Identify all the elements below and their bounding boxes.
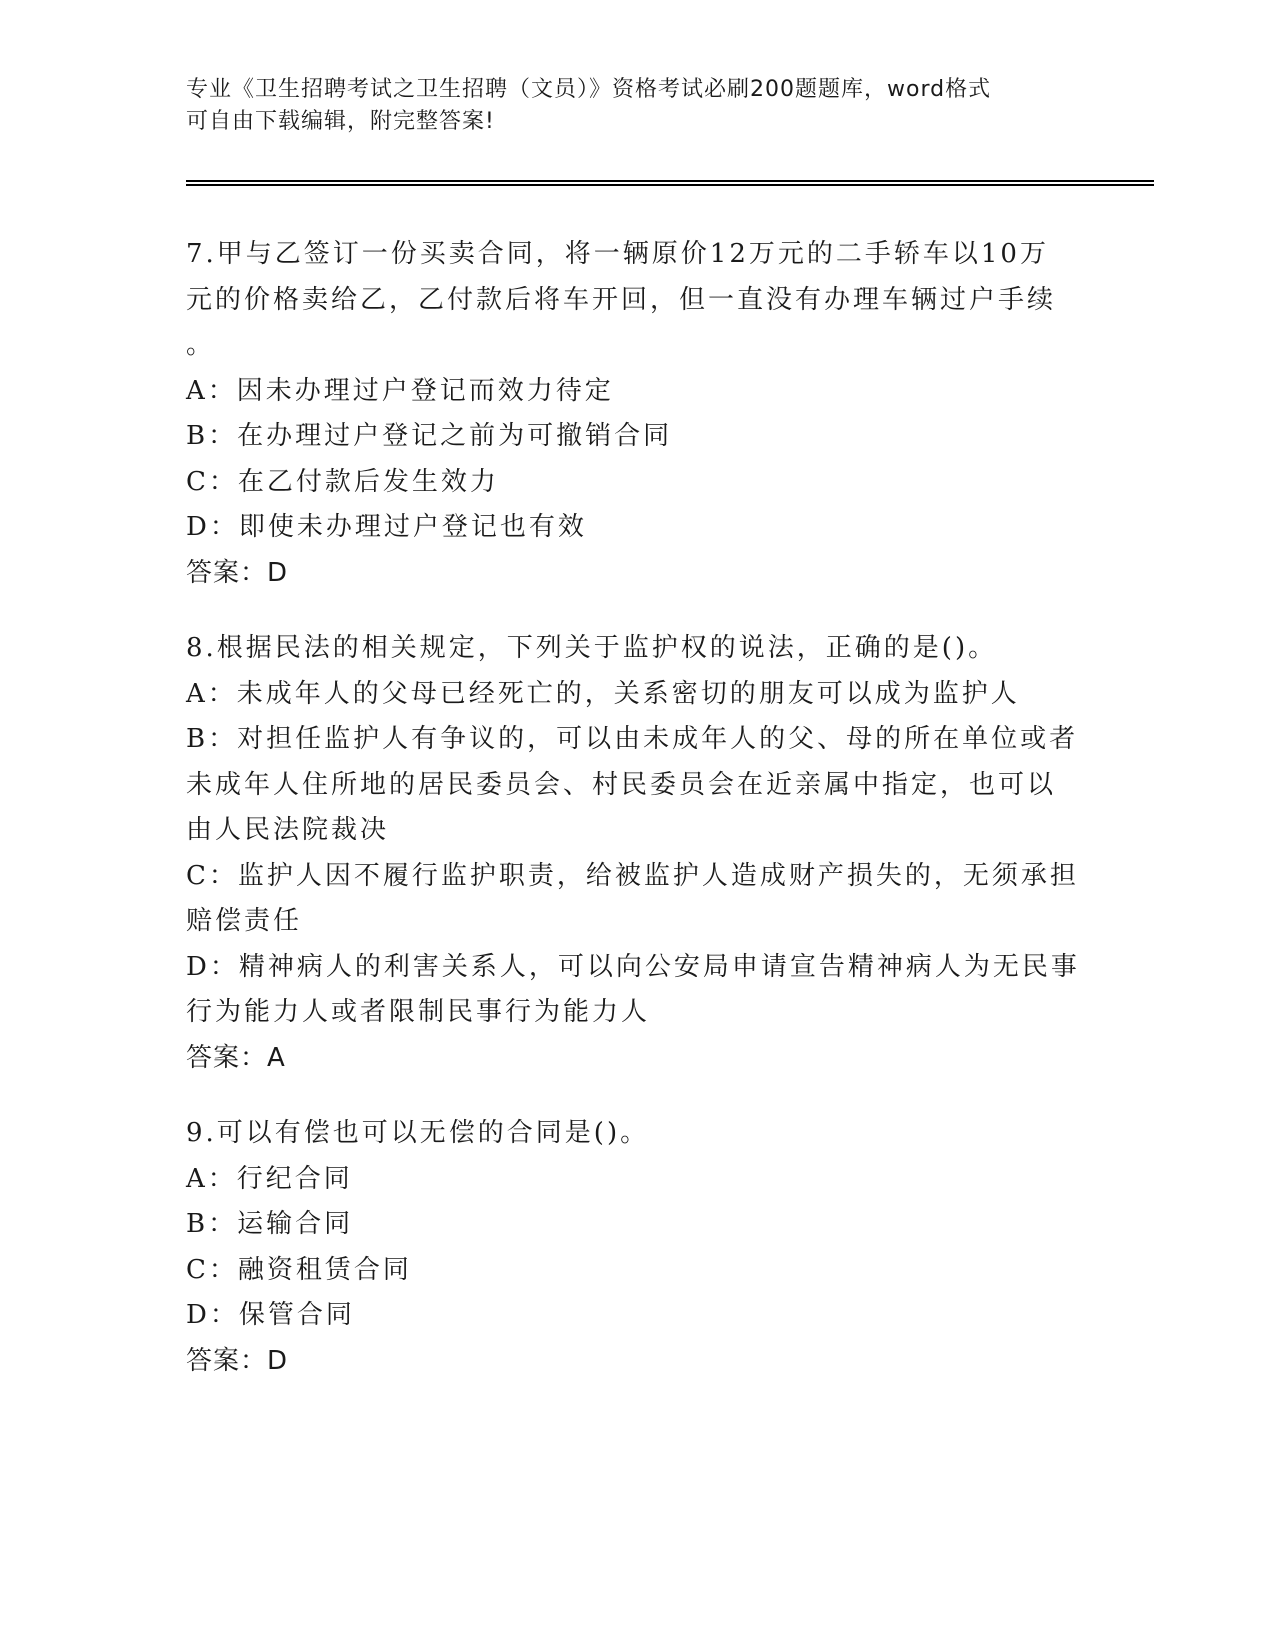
question-9 bbox=[186, 1111, 1086, 1384]
question-list bbox=[186, 232, 1086, 1384]
header-divider-bottom bbox=[186, 184, 1154, 186]
option-a: A：行纪合同 bbox=[186, 1163, 353, 1194]
option-b: B：在办理过户登记之前为可撤销合同 bbox=[186, 421, 673, 451]
option-c-continued: 赔偿责任 bbox=[186, 906, 303, 936]
option-b-continued: 由人民法院裁决 bbox=[186, 815, 390, 845]
option-a: A：未成年人的父母已经死亡的，关系密切的朋友可以成为监护人 bbox=[186, 678, 1020, 709]
question-stem-line: 8.根据民法的相关规定，下列关于监护权的说法，正确的是()。 bbox=[186, 633, 998, 663]
option-a: A：因未办理过户登记而效力待定 bbox=[186, 375, 614, 406]
option-c: C：融资租赁合同 bbox=[186, 1254, 412, 1285]
option-b-continued: 未成年人住所地的居民委员会、村民委员会在近亲属中指定，也可以 bbox=[186, 769, 1057, 800]
option-c: C：监护人因不履行监护职责，给被监护人造成财产损失的，无须承担 bbox=[186, 860, 1079, 891]
option-d-continued: 行为能力人或者限制民事行为能力人 bbox=[186, 997, 651, 1027]
answer-line: 答案：A bbox=[186, 1042, 286, 1073]
option-b: B：对担任监护人有争议的，可以由未成年人的父、母的所在单位或者 bbox=[186, 724, 1079, 754]
option-c: C：在乙付款后发生效力 bbox=[186, 466, 499, 497]
option-b: B：运输合同 bbox=[186, 1209, 354, 1239]
answer-line: 答案：D bbox=[186, 557, 289, 588]
option-d: D：保管合同 bbox=[186, 1300, 355, 1330]
question-stem-line: 9.可以有偿也可以无偿的合同是()。 bbox=[186, 1118, 650, 1148]
document-header bbox=[186, 74, 1066, 138]
question-8 bbox=[186, 626, 1086, 1081]
question-stem-line: 。 bbox=[186, 330, 216, 360]
answer-line: 答案：D bbox=[186, 1345, 289, 1376]
header-line-1: 专业《卫生招聘考试之卫生招聘（文员）》资格考试必刷200题题库，word格式 bbox=[186, 77, 992, 102]
question-7 bbox=[186, 232, 1086, 596]
option-d: D：精神病人的利害关系人，可以向公安局申请宣告精神病人为无民事 bbox=[186, 951, 1080, 982]
question-stem-line: 7.甲与乙签订一份买卖合同，将一辆原价12万元的二手轿车以10万 bbox=[186, 239, 1049, 269]
header-divider-top bbox=[186, 180, 1154, 182]
header-line-2: 可自由下载编辑，附完整答案! bbox=[186, 109, 495, 134]
question-stem-line: 元的价格卖给乙，乙付款后将车开回，但一直没有办理车辆过户手续 bbox=[186, 284, 1057, 315]
option-d: D：即使未办理过户登记也有效 bbox=[186, 512, 587, 542]
